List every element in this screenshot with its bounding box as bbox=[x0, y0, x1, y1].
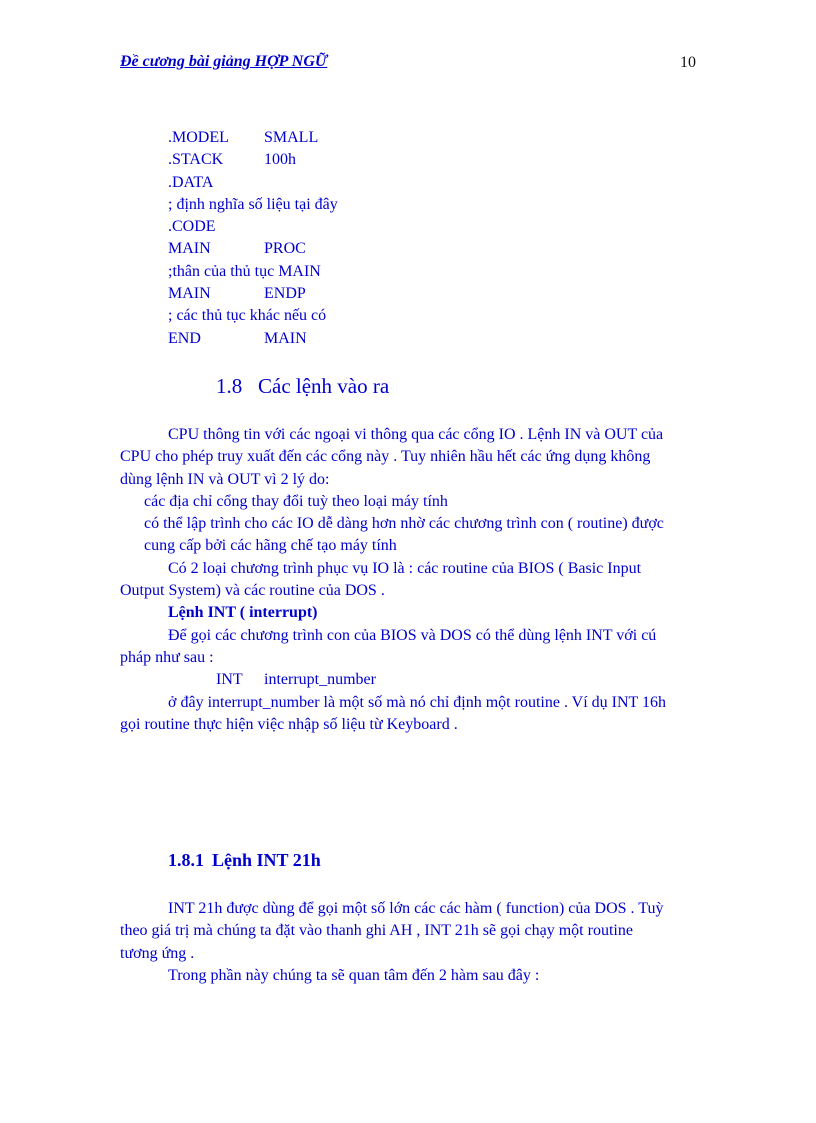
syntax-line bbox=[120, 669, 695, 691]
code-keyword: .CODE bbox=[168, 218, 216, 236]
code-line bbox=[168, 328, 338, 350]
paragraph-line: gọi routine thực hiện việc nhập số liệu từ Keyboard . bbox=[120, 715, 458, 733]
section-number: 1.8 bbox=[216, 374, 243, 398]
paragraph-line: Để gọi các chương trình con của BIOS và DOS có thể dùng lệnh INT với cú bbox=[168, 626, 657, 644]
subsection-title: Lệnh INT 21h bbox=[212, 850, 321, 870]
code-line bbox=[168, 127, 338, 149]
code-keyword: .STACK bbox=[168, 151, 224, 169]
code-keyword: MAIN bbox=[168, 240, 211, 258]
code-argument: 100h bbox=[264, 151, 296, 169]
code-keyword: END bbox=[168, 329, 201, 347]
code-line bbox=[168, 238, 338, 260]
code-line bbox=[168, 216, 338, 238]
code-comment: ; các thủ tục khác nếu có bbox=[168, 307, 327, 325]
syntax-keyword: INT bbox=[216, 671, 243, 689]
code-keyword: MAIN bbox=[168, 285, 211, 303]
code-comment: ; định nghĩa số liệu tại đây bbox=[168, 195, 338, 213]
paragraph-line: Trong phần này chúng ta sẽ quan tâm đến 2 hàm sau đây : bbox=[168, 966, 540, 984]
code-line bbox=[168, 149, 338, 171]
code-argument: MAIN bbox=[264, 329, 307, 347]
code-keyword: .DATA bbox=[168, 173, 214, 191]
paragraph-line: Output System) và các routine của DOS . bbox=[120, 582, 385, 600]
bullet-item-continuation: cung cấp bởi các hãng chế tạo máy tính bbox=[144, 537, 397, 555]
paragraph-line: ở đây interrupt_number là một số mà nó chỉ định một routine . Ví dụ INT 16h bbox=[168, 693, 667, 711]
page-number: 10 bbox=[680, 54, 696, 71]
paragraph-line: CPU cho phép truy xuất đến các cổng này . Tuy nhiên hầu hết các ứng dụng không bbox=[120, 448, 651, 466]
bullet-item: có thể lập trình cho các IO dễ dàng hơn nhờ các chương trình con ( routine) được bbox=[144, 515, 664, 533]
int-heading: Lệnh INT ( interrupt) bbox=[168, 604, 318, 622]
code-line bbox=[168, 172, 338, 194]
code-argument: SMALL bbox=[264, 129, 319, 146]
subsection-heading bbox=[168, 850, 321, 871]
code-comment: ;thân của thủ tục MAIN bbox=[168, 262, 321, 280]
paragraph-line: dùng lệnh IN và OUT vì 2 lý do: bbox=[120, 470, 330, 488]
section-title: Các lệnh vào ra bbox=[258, 374, 390, 398]
paragraph-line: Có 2 loại chương trình phục vụ IO là : các routine của BIOS ( Basic Input bbox=[168, 559, 642, 577]
paragraph-line: INT 21h được dùng để gọi một số lớn các các hàm ( function) của DOS . Tuỳ bbox=[168, 900, 664, 917]
body-text-2 bbox=[120, 898, 695, 987]
code-block bbox=[168, 127, 338, 350]
paragraph-line: CPU thông tin với các ngoại vi thông qua các cổng IO . Lệnh IN và OUT của bbox=[168, 426, 664, 443]
document-header-title: Đề cương bài giảng HỢP NGỮ bbox=[120, 53, 328, 70]
subsection-number: 1.8.1 bbox=[168, 850, 204, 870]
bullet-item: các địa chỉ cổng thay đổi tuỳ theo loại máy tính bbox=[144, 492, 448, 510]
paragraph-line: pháp như sau : bbox=[120, 648, 214, 666]
code-argument: ENDP bbox=[264, 285, 306, 303]
paragraph-line: tương ứng . bbox=[120, 944, 195, 962]
code-keyword: .MODEL bbox=[168, 129, 229, 146]
code-line bbox=[168, 283, 338, 305]
body-text bbox=[120, 424, 695, 736]
section-heading bbox=[216, 374, 389, 399]
paragraph-line: theo giá trị mà chúng ta đặt vào thanh ghi AH , INT 21h sẽ gọi chạy một routine bbox=[120, 922, 633, 940]
syntax-argument: interrupt_number bbox=[264, 671, 376, 689]
code-argument: PROC bbox=[264, 240, 306, 258]
